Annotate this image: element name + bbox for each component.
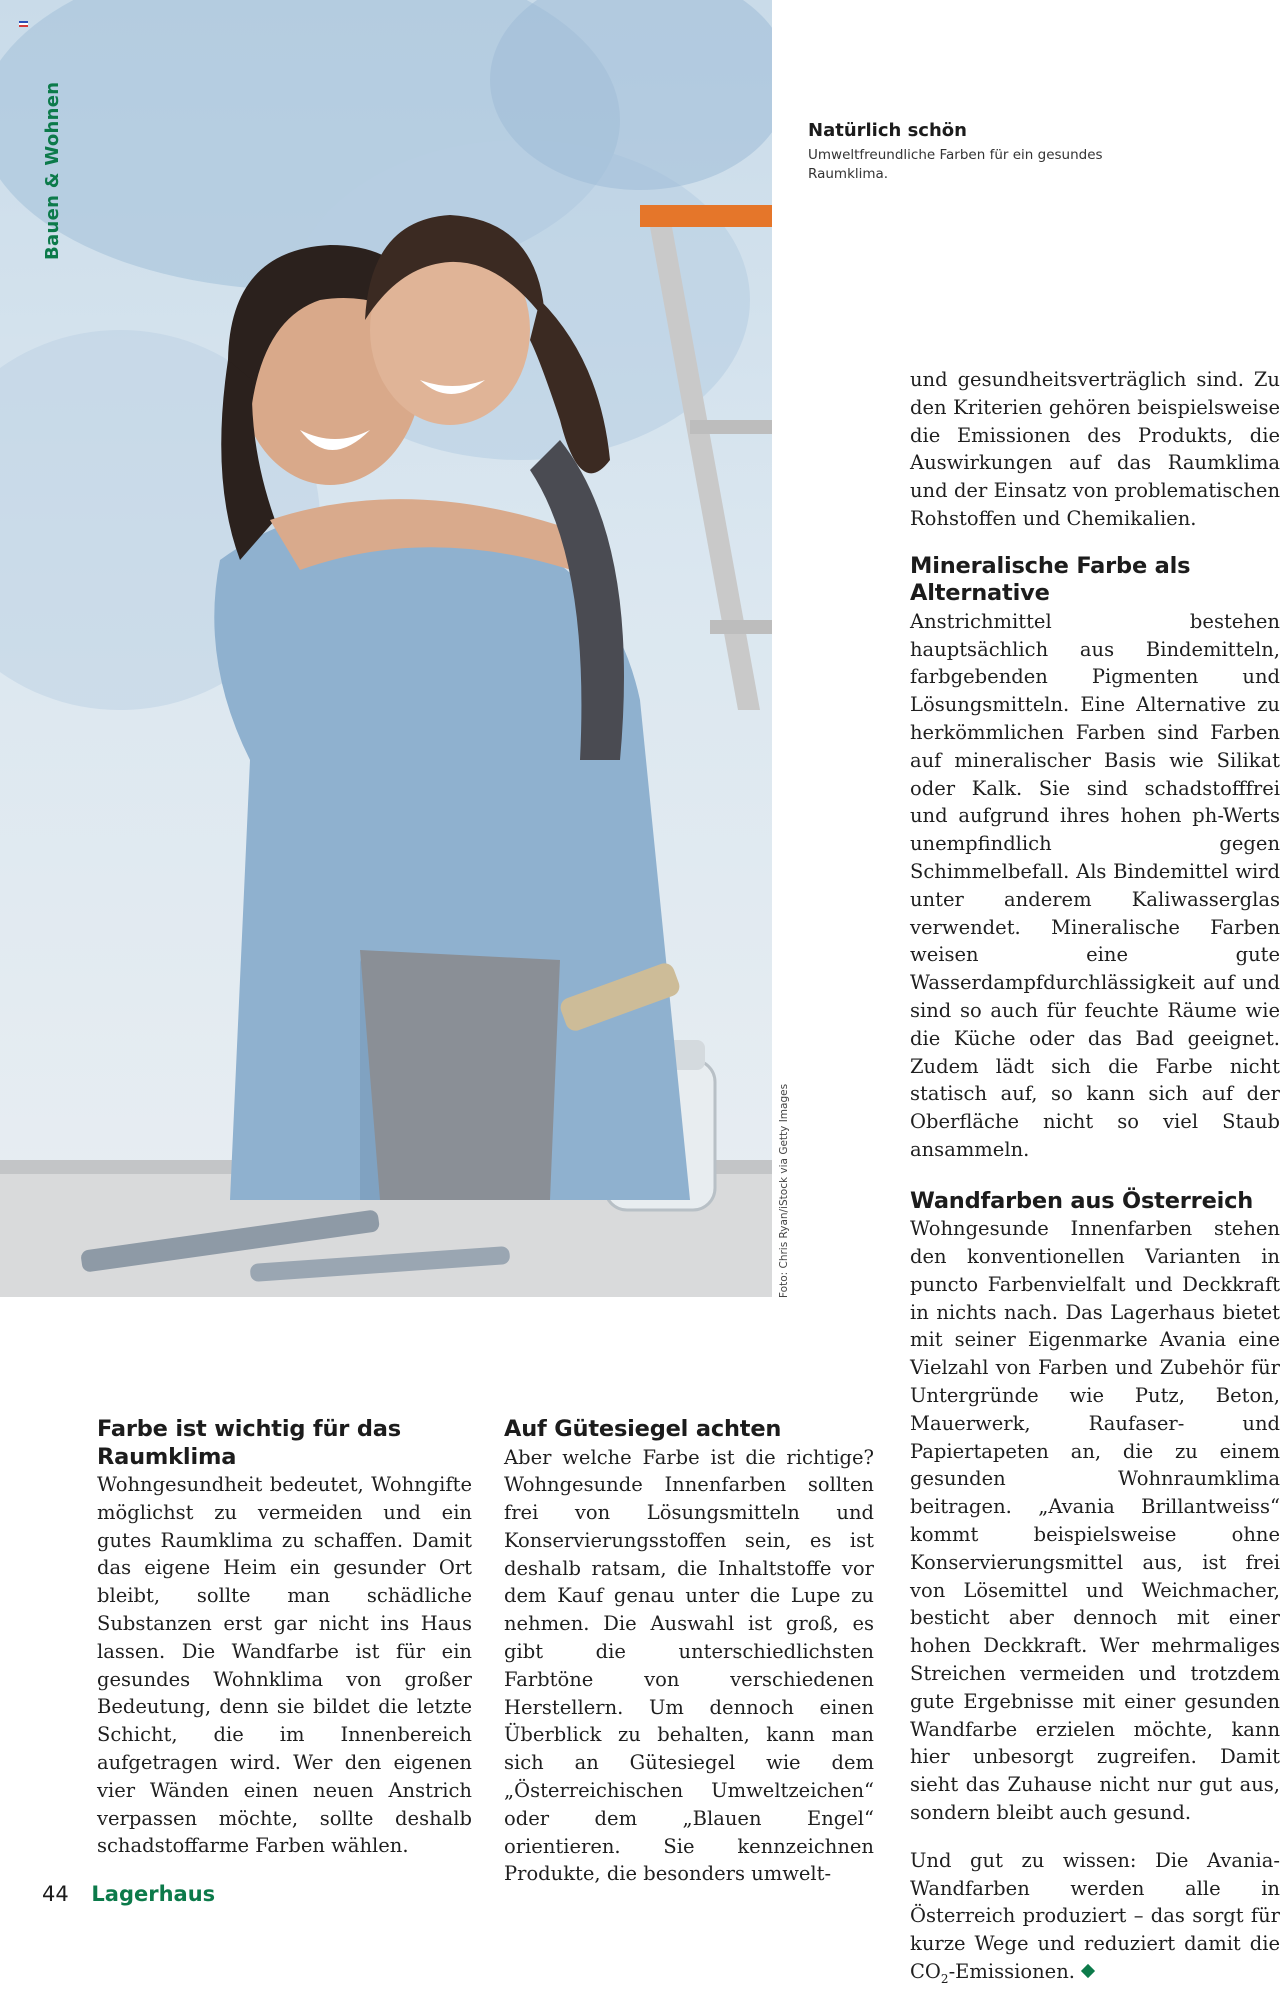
heading-farbe-ist-wichtig: Farbe ist wichtig für das Raumklima	[97, 1416, 401, 1470]
paragraph-closing	[910, 1847, 1280, 1994]
heading-mineralische-farbe: Mineralische Farbe als Alternative	[910, 552, 1191, 607]
section-label-text: Bauen & Wohnen	[42, 81, 63, 260]
article-column-3	[910, 366, 1280, 1994]
closing-text: Und gut zu wissen: Die Avania-Wandfarben werden alle in Österreich produziert – das sorgt für kurze Wege und reduziert damit die CO	[910, 1848, 1280, 1983]
article-column-1	[97, 1416, 472, 1860]
page-footer	[42, 1882, 215, 1906]
paragraph-wandfarben: Wohngesunde Innenfarben stehen den konventionellen Varianten in puncto Farbenvielfalt und Deckkraft in nichts nach. Das Lagerhaus bietet mit seiner Eigenmarke Avania eine Vielzahl von Farben und Zubehör für Untergründe wie Putz, Beton, Mauerwerk, Raufaser- und Papiertapeten an, die zu einem gesunden Wohnraumklima beitragen. „Avania Brillantweiss“ kommt beispielsweise ohne Konservierungsmittel aus, ist frei von Lösemittel und Weichmacher, besticht aber dennoch mit einer hohen Deckkraft. Wer mehrmaliges Streichen vermeiden und trotzdem gute Ergebnisse mit einer gesunden Wandfarbe erzielen möchte, kann hier unbesorgt zugreifen. Damit sieht das Zuhause nicht nur gut aus, sondern bleibt auch gesund.	[910, 1217, 1280, 1824]
page-number: 44	[42, 1882, 69, 1906]
heading-wandfarben-oesterreich: Wandfarben aus Österreich	[910, 1187, 1254, 1214]
closing-text-end: -Emissionen.	[948, 1959, 1075, 1983]
austria-flag-icon	[19, 21, 28, 27]
photo-credit	[778, 1078, 794, 1298]
photo-credit-text: Foto: Chris Ryan/iStock via Getty Images	[778, 1083, 790, 1298]
paragraph-guetesiegel: Aber welche Farbe ist die richtige? Wohngesunde Innenfarben sollten frei von Lösungsmitteln und Konservierungsstoffen sein, es ist deshalb ratsam, die Inhaltstoffe vor dem Kauf genau unter die Lupe zu nehmen. Die Auswahl ist groß, es gibt die unterschiedlichsten Farbtöne von verschiedenen Herstellern. Um dennoch einen Überblick zu behalten, kann man sich an Gütesiegel wie dem „Österreichischen Umweltzeichen“ oder dem „Blauen Engel“ orientieren. Sie kennzeichnen Produkte, die besonders umwelt-	[504, 1445, 874, 1886]
heading-guetesiegel: Auf Gütesiegel achten	[504, 1416, 782, 1442]
hero-photo	[0, 0, 772, 1297]
co2-subscript: 2	[940, 1971, 949, 1986]
caption-text: Umweltfreundliche Farben für ein gesundes Raumklima.	[808, 147, 1103, 182]
end-mark-diamond-icon	[1081, 1964, 1095, 1978]
paragraph-mineralische-farbe: Anstrichmittel bestehen hauptsächlich aus Bindemitteln, farbgebenden Pigmenten und Lösungsmitteln. Eine Alternative zu herkömmlichen Farben sind Farben auf mineralischer Basis wie Silikat oder Kalk. Sie sind schadstofffrei und aufgrund ihres hohen ph-Werts unempfindlich gegen Schimmelbefall. Als Bindemittel wird unter anderem Kaliwasserglas verwendet. Mineralische Farben weisen eine gute Wasserdampfdurchlässigkeit auf und sind so auch für feuchte Räume wie die Küche oder das Bad geeignet. Zudem lädt sich die Farbe nicht statisch auf, so kann sich auf der Oberfläche nicht so viel Staub ansammeln.	[910, 609, 1280, 1161]
footer-brand: Lagerhaus	[91, 1882, 216, 1906]
image-caption	[808, 120, 1108, 184]
photo-illustration	[0, 0, 772, 1297]
section-label	[42, 81, 63, 260]
caption-title: Natürlich schön	[808, 120, 967, 141]
paragraph-continuation: und gesundheitsverträglich sind. Zu den Kriterien gehören beispielsweise die Emissionen des Produkts, die Auswirkungen auf das Raumklima und der Einsatz von problematischen Rohstoffen und Chemikalien.	[910, 368, 1280, 530]
paragraph-wohngesundheit: Wohngesundheit bedeutet, Wohngifte möglichst zu vermeiden und ein gutes Raumklima zu schaffen. Damit das eigene Heim ein gesunder Ort bleibt, sollte man schädliche Substanzen erst gar nicht ins Haus lassen. Die Wandfarbe ist für ein gesundes Wohnklima von großer Bedeutung, denn sie bildet die letzte Schicht, die im Innenbereich aufgetragen wird. Wer den eigenen vier Wänden einen neuen Anstrich verpassen möchte, sollte deshalb schadstoffarme Farben wählen.	[97, 1473, 472, 1858]
article-column-2	[504, 1416, 874, 1888]
